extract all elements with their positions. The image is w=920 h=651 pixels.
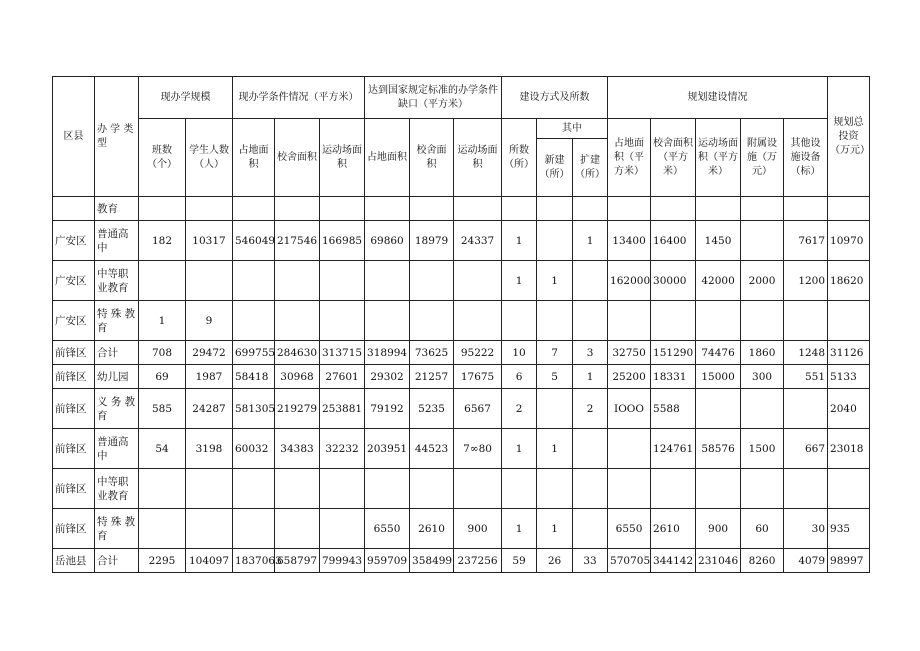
data-cell: [608, 429, 651, 469]
data-cell: [573, 197, 608, 221]
district-cell: 前锋区: [53, 509, 95, 549]
data-cell: 32750: [608, 341, 651, 365]
data-cell: [275, 261, 320, 301]
header-district: 区县: [53, 77, 95, 197]
table-row: [53, 221, 870, 261]
data-cell: [320, 197, 365, 221]
data-cell: 900: [454, 509, 502, 549]
data-cell: 124761: [651, 429, 696, 469]
data-cell: 253881: [320, 389, 365, 429]
header-gap: 达到国家规定标准的办学条件缺口（平方米）: [365, 77, 502, 119]
district-cell: 前锋区: [53, 365, 95, 389]
data-cell: [275, 197, 320, 221]
data-cell: 658797: [275, 549, 320, 573]
header-plan: 规划建设情况: [608, 77, 828, 119]
data-cell: [454, 197, 502, 221]
data-cell: [320, 261, 365, 301]
data-cell: [573, 301, 608, 341]
data-cell: 203951: [365, 429, 410, 469]
district-cell: 广安区: [53, 261, 95, 301]
header-among: 其中: [537, 119, 608, 139]
header-method: 建设方式及所数: [502, 77, 608, 119]
data-cell: [537, 197, 573, 221]
data-cell: 151290: [651, 341, 696, 365]
school-type-cell: 普通高中: [95, 221, 139, 261]
header-gap-building: 校舍面积: [410, 119, 454, 197]
data-cell: [275, 509, 320, 549]
data-cell: [573, 429, 608, 469]
data-cell: 104097: [186, 549, 233, 573]
header-plan-land: 占地面积（平方米）: [608, 119, 651, 197]
data-cell: [186, 261, 233, 301]
table-row: [53, 261, 870, 301]
data-cell: 9: [186, 301, 233, 341]
data-cell: 219279: [275, 389, 320, 429]
table-row: [53, 469, 870, 509]
data-cell: [139, 197, 186, 221]
header-classes: 班数（个）: [139, 119, 186, 197]
data-cell: 32232: [320, 429, 365, 469]
data-cell: 3: [573, 341, 608, 365]
data-cell: 7: [537, 341, 573, 365]
data-cell: 21257: [410, 365, 454, 389]
data-cell: [365, 197, 410, 221]
district-cell: [53, 197, 95, 221]
data-cell: [828, 469, 870, 509]
data-cell: [320, 469, 365, 509]
data-cell: 73625: [410, 341, 454, 365]
data-cell: 58576: [696, 429, 741, 469]
data-cell: 18331: [651, 365, 696, 389]
data-cell: 30000: [651, 261, 696, 301]
data-cell: 313715: [320, 341, 365, 365]
district-cell: 广安区: [53, 221, 95, 261]
data-cell: [608, 469, 651, 509]
data-cell: 29302: [365, 365, 410, 389]
table-row: [53, 301, 870, 341]
data-cell: 1860: [741, 341, 784, 365]
data-cell: 18620: [828, 261, 870, 301]
data-cell: 10: [502, 341, 537, 365]
data-cell: 8260: [741, 549, 784, 573]
data-cell: 6550: [608, 509, 651, 549]
data-cell: 3198: [186, 429, 233, 469]
data-cell: 1248: [784, 341, 828, 365]
district-cell: 前锋区: [53, 469, 95, 509]
data-cell: [186, 197, 233, 221]
data-cell: 25200: [608, 365, 651, 389]
header-gap-sports: 运动场面积: [454, 119, 502, 197]
table-row: [53, 197, 870, 221]
data-cell: [186, 469, 233, 509]
data-cell: 58418: [233, 365, 275, 389]
data-cell: [696, 301, 741, 341]
data-cell: 1: [537, 429, 573, 469]
data-cell: 6567: [454, 389, 502, 429]
data-cell: [573, 261, 608, 301]
data-cell: 4079: [784, 549, 828, 573]
data-cell: 59: [502, 549, 537, 573]
data-cell: [233, 197, 275, 221]
data-cell: 1200: [784, 261, 828, 301]
school-type-cell: 中等职业教育: [95, 469, 139, 509]
data-cell: IOOO: [608, 389, 651, 429]
data-cell: 1: [139, 301, 186, 341]
header-students: 学生人数（人）: [186, 119, 233, 197]
data-cell: [233, 469, 275, 509]
data-cell: 570705: [608, 549, 651, 573]
header-land-area: 占地面积: [233, 119, 275, 197]
data-cell: 26: [537, 549, 573, 573]
data-cell: 799943: [320, 549, 365, 573]
data-cell: [139, 509, 186, 549]
data-cell: 13400: [608, 221, 651, 261]
data-cell: [275, 301, 320, 341]
data-cell: 15000: [696, 365, 741, 389]
data-cell: 182: [139, 221, 186, 261]
data-cell: 1: [502, 221, 537, 261]
data-cell: 217546: [275, 221, 320, 261]
data-cell: 2: [502, 389, 537, 429]
data-cell: 2610: [651, 509, 696, 549]
header-building-area: 校舍面积: [275, 119, 320, 197]
header-total-invest: 规划总投资（万元）: [828, 77, 870, 197]
school-planning-table: [52, 76, 870, 573]
data-cell: 318994: [365, 341, 410, 365]
district-cell: 前锋区: [53, 341, 95, 365]
data-cell: 30968: [275, 365, 320, 389]
school-type-cell: 特 殊 教 育: [95, 301, 139, 341]
data-cell: 34383: [275, 429, 320, 469]
data-cell: [410, 261, 454, 301]
data-cell: [537, 301, 573, 341]
data-cell: [275, 469, 320, 509]
data-cell: 79192: [365, 389, 410, 429]
data-cell: [651, 197, 696, 221]
data-cell: 17675: [454, 365, 502, 389]
data-cell: 959709: [365, 549, 410, 573]
school-type-cell: 义 务 教 育: [95, 389, 139, 429]
data-cell: 1: [502, 261, 537, 301]
school-type-cell: 合计: [95, 549, 139, 573]
data-cell: [502, 197, 537, 221]
data-cell: 1450: [696, 221, 741, 261]
data-cell: 16400: [651, 221, 696, 261]
data-cell: 2000: [741, 261, 784, 301]
school-type-cell: 特 殊 教 育: [95, 509, 139, 549]
school-type-cell: 中等职业教育: [95, 261, 139, 301]
data-cell: 6: [502, 365, 537, 389]
data-cell: [784, 389, 828, 429]
data-cell: [784, 301, 828, 341]
school-type-cell: 合计: [95, 341, 139, 365]
data-cell: 2295: [139, 549, 186, 573]
data-cell: 42000: [696, 261, 741, 301]
data-cell: 5235: [410, 389, 454, 429]
data-cell: 935: [828, 509, 870, 549]
data-cell: 358499: [410, 549, 454, 573]
data-cell: [573, 469, 608, 509]
data-cell: [320, 509, 365, 549]
data-cell: 29472: [186, 341, 233, 365]
data-cell: 23018: [828, 429, 870, 469]
table-row: [53, 429, 870, 469]
data-cell: 1987: [186, 365, 233, 389]
data-cell: 1: [573, 365, 608, 389]
data-cell: 10317: [186, 221, 233, 261]
data-cell: [828, 301, 870, 341]
data-cell: 95222: [454, 341, 502, 365]
header-plan-aux: 附属设施（万元）: [741, 119, 784, 197]
data-cell: [365, 301, 410, 341]
data-cell: 1: [502, 509, 537, 549]
data-cell: 667: [784, 429, 828, 469]
table-row: [53, 509, 870, 549]
header-sports-area: 运动场面积: [320, 119, 365, 197]
data-cell: [741, 389, 784, 429]
data-cell: 284630: [275, 341, 320, 365]
data-cell: [537, 469, 573, 509]
data-cell: 44523: [410, 429, 454, 469]
header-plan-building: 校舍面积（平方米）: [651, 119, 696, 197]
school-type-cell: 教育: [95, 197, 139, 221]
header-count: 所数（所）: [502, 119, 537, 197]
district-cell: 岳池县: [53, 549, 95, 573]
data-cell: 237256: [454, 549, 502, 573]
data-cell: 166985: [320, 221, 365, 261]
data-cell: 27601: [320, 365, 365, 389]
data-cell: 30: [784, 509, 828, 549]
data-cell: [537, 389, 573, 429]
data-cell: 1: [502, 429, 537, 469]
data-cell: [233, 509, 275, 549]
data-cell: [608, 197, 651, 221]
data-cell: 2610: [410, 509, 454, 549]
data-cell: 31126: [828, 341, 870, 365]
data-cell: [696, 469, 741, 509]
data-cell: [320, 301, 365, 341]
data-cell: 24287: [186, 389, 233, 429]
data-cell: [741, 197, 784, 221]
data-cell: 5: [537, 365, 573, 389]
data-cell: [741, 469, 784, 509]
data-cell: 7617: [784, 221, 828, 261]
table-row: [53, 365, 870, 389]
data-cell: [139, 261, 186, 301]
data-cell: [741, 221, 784, 261]
data-cell: 162000: [608, 261, 651, 301]
data-cell: 18979: [410, 221, 454, 261]
data-cell: 1: [537, 509, 573, 549]
data-cell: [696, 197, 741, 221]
district-cell: 广安区: [53, 301, 95, 341]
header-gap-land: 占地面积: [365, 119, 410, 197]
data-cell: [608, 301, 651, 341]
data-cell: [186, 509, 233, 549]
header-school-type: 办 学 类 型: [95, 77, 139, 197]
district-cell: 前锋区: [53, 429, 95, 469]
data-cell: 33: [573, 549, 608, 573]
header-plan-sports: 运动场面积（平方米）: [696, 119, 741, 197]
data-cell: 551: [784, 365, 828, 389]
table-row: [53, 341, 870, 365]
data-cell: 546049: [233, 221, 275, 261]
data-cell: [233, 261, 275, 301]
header-scale: 现办学规模: [139, 77, 233, 119]
data-cell: [741, 301, 784, 341]
data-cell: 1500: [741, 429, 784, 469]
data-cell: [410, 469, 454, 509]
school-type-cell: 普通高中: [95, 429, 139, 469]
data-cell: 581305: [233, 389, 275, 429]
header-expand: 扩建（所）: [573, 139, 608, 197]
data-cell: [233, 301, 275, 341]
data-cell: 5588: [651, 389, 696, 429]
data-cell: 54: [139, 429, 186, 469]
data-cell: 5133: [828, 365, 870, 389]
data-cell: [365, 469, 410, 509]
data-cell: 6550: [365, 509, 410, 549]
data-cell: [784, 197, 828, 221]
data-cell: 231046: [696, 549, 741, 573]
data-cell: 10970: [828, 221, 870, 261]
data-cell: 24337: [454, 221, 502, 261]
data-cell: [139, 469, 186, 509]
data-cell: [410, 197, 454, 221]
header-plan-other: 其他设施设备（标）: [784, 119, 828, 197]
district-cell: 前锋区: [53, 389, 95, 429]
data-cell: 900: [696, 509, 741, 549]
data-cell: [365, 261, 410, 301]
table-body: [53, 197, 870, 573]
data-cell: [502, 301, 537, 341]
data-cell: [828, 197, 870, 221]
data-cell: [651, 301, 696, 341]
data-cell: [696, 389, 741, 429]
data-cell: 98997: [828, 549, 870, 573]
data-cell: 60: [741, 509, 784, 549]
data-cell: [454, 469, 502, 509]
header-conditions: 现办学条件情况（平方米）: [233, 77, 365, 119]
data-cell: [573, 509, 608, 549]
header-new-build: 新建（所）: [537, 139, 573, 197]
table-row: [53, 549, 870, 573]
data-cell: 7∞80: [454, 429, 502, 469]
data-cell: 585: [139, 389, 186, 429]
data-cell: 2040: [828, 389, 870, 429]
data-cell: [784, 469, 828, 509]
data-cell: 344142: [651, 549, 696, 573]
data-cell: 1: [573, 221, 608, 261]
school-type-cell: 幼儿园: [95, 365, 139, 389]
table-row: [53, 389, 870, 429]
data-cell: 300: [741, 365, 784, 389]
data-cell: [410, 301, 454, 341]
data-cell: 708: [139, 341, 186, 365]
data-cell: 60032: [233, 429, 275, 469]
data-cell: 2: [573, 389, 608, 429]
data-cell: 74476: [696, 341, 741, 365]
data-cell: 69: [139, 365, 186, 389]
data-cell: 1: [537, 261, 573, 301]
data-cell: 699755: [233, 341, 275, 365]
data-cell: 1837063: [233, 549, 275, 573]
data-cell: [454, 301, 502, 341]
data-cell: [651, 469, 696, 509]
data-cell: 69860: [365, 221, 410, 261]
data-cell: [502, 469, 537, 509]
data-cell: [537, 221, 573, 261]
data-cell: [454, 261, 502, 301]
